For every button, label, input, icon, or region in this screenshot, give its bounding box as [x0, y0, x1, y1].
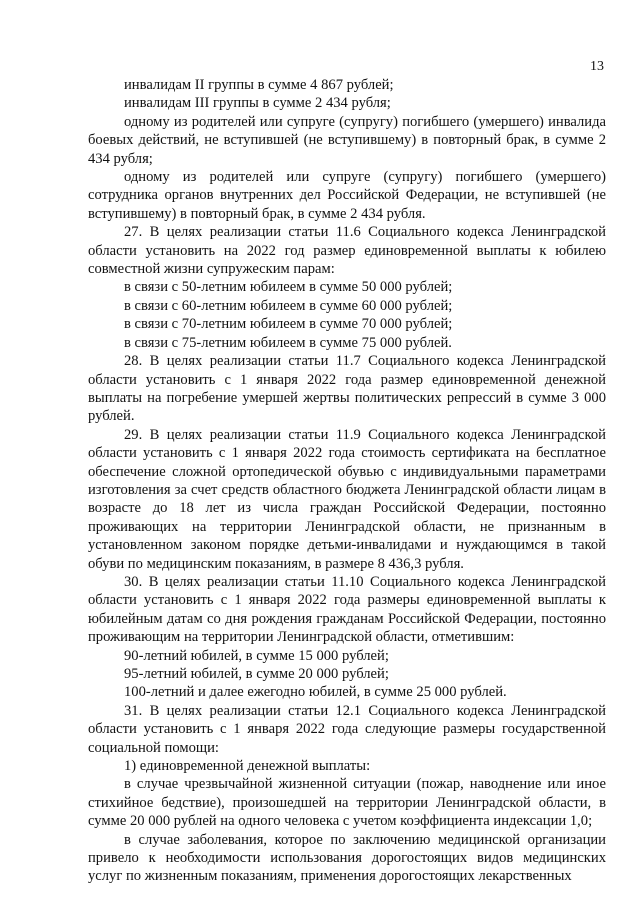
paragraph: инвалидам II группы в сумме 4 867 рублей; — [124, 77, 394, 93]
paragraph: в связи с 60-летним юбилеем в сумме 60 000 рублей; — [124, 297, 453, 314]
paragraph-article-29: 29. В целях реализации статьи 11.9 Социального кодекса Ленинградской области установить с 1 января 2022 года стоимость сертификата на бесплатное обеспечение сложной ортопедической обувью с индивидуальными параметрами изготовления за счет средств областного бюджета Ленинградской области лицам в возрасте до 18 лет из числа граждан Российской Федерации, постоянно проживающих на территории Ленинградской области, не признанным в установленном законом порядке детьми-инвалидами и нуждающимся в такой обуви по медицинским показаниям, в размере 8 436,3 рубля. — [88, 426, 606, 572]
paragraph: в связи с 70-летним юбилеем в сумме 70 000 рублей; — [124, 316, 453, 333]
paragraph-article-30: 30. В целях реализации статьи 11.10 Социального кодекса Ленинградской области установить с 1 января 2022 года размеры единовременной выплаты к юбилейным датам со дня рождения гражданам Российской Федерации, постоянно проживающим на территории Ленинградской области, отметившим: — [88, 573, 606, 646]
paragraph: в связи с 50-летним юбилеем в сумме 50 000 рублей; — [124, 279, 453, 296]
paragraph: 100-летний и далее ежегодно юбилей, в сумме 25 000 рублей. — [124, 684, 507, 701]
document-body — [88, 76, 606, 886]
paragraph-article-27: 27. В целях реализации статьи 11.6 Социального кодекса Ленинградской области установить на 2022 год размер единовременной выплаты к юбилею совместной жизни супружеским парам: — [88, 224, 606, 278]
paragraph: одному из родителей или супруге (супругу) погибшего (умершего) сотрудника органов внутренних дел Российской Федерации, не вступившей (не вступившему) в повторный брак, в сумме 2 434 рубля. — [88, 169, 606, 222]
paragraph: в связи с 75-летним юбилеем в сумме 75 000 рублей. — [124, 334, 452, 351]
paragraph-article-28: 28. В целях реализации статьи 11.7 Социального кодекса Ленинградской области установить с 1 января 2022 года размер единовременной денежной выплаты на погребение умершей жертвы политических репрессий в сумме 3 000 рублей. — [88, 353, 606, 425]
paragraph: в случае чрезвычайной жизненной ситуации (пожар, наводнение или иное стихийное бедствие), произошедшей на территории Ленинградской области, в сумме 20 000 рублей на одного человека с учетом коэффициента индексации 1,0; — [88, 776, 606, 830]
paragraph: одному из родителей или супруге (супругу) погибшего (умершего) инвалида боевых действий, не вступившей (не вступившему) в повторный брак, в сумме 2 434 рубля; — [88, 113, 606, 167]
paragraph: 90-летний юбилей, в сумме 15 000 рублей; — [124, 647, 389, 664]
paragraph: инвалидам III группы в сумме 2 434 рубля; — [124, 95, 391, 112]
page-number: 13 — [590, 59, 604, 74]
paragraph: 1) единовременной денежной выплаты: — [124, 758, 371, 775]
paragraph: 95-летний юбилей, в сумме 20 000 рублей; — [124, 666, 389, 682]
paragraph-article-31: 31. В целях реализации статьи 12.1 Социального кодекса Ленинградской области установить с 1 января 2022 года следующие размеры государственной социальной помощи: — [88, 702, 606, 756]
paragraph: в случае заболевания, которое по заключению медицинской организации привело к необходимости использования дорогостоящих видов медицинских услуг по жизненным показаниям, применения дорогостоящих лекарственных — [88, 831, 606, 885]
